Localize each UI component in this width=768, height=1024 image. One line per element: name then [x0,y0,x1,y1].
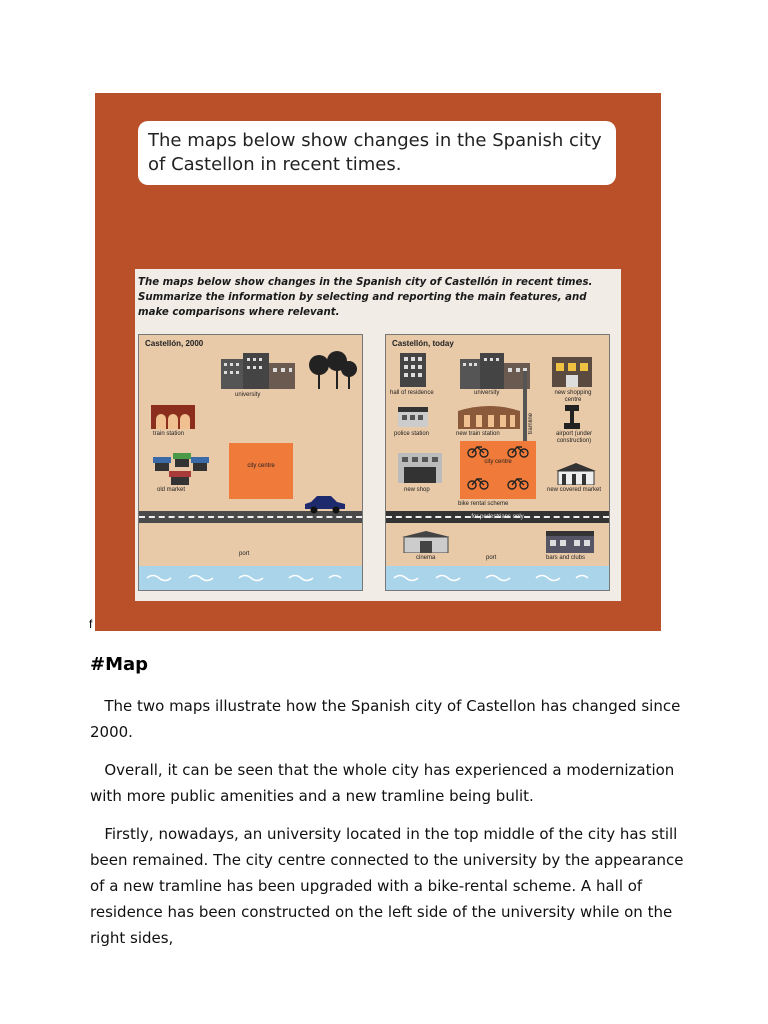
cinema-icon [402,531,450,553]
label-new-shop: new shop [404,487,430,493]
label-pedestrians: for pedestrians only [471,514,524,520]
bike-icons [460,441,536,499]
paragraph-1: The two maps illustrate how the Spanish city of Castellon has changed since 2000. [90,697,686,741]
airport-icon [562,405,582,429]
hall-of-residence-icon [400,353,426,387]
paragraph-2: Overall, it can be seen that the whole city has experienced a modernization with more public amenities and a new tramline being bulit. [90,761,680,805]
label-cinema: cinema [416,555,436,561]
old-market-icon [151,453,211,487]
figure-image [95,93,661,631]
map-2000 [138,334,363,591]
new-shop-icon [398,453,442,483]
map-2000-title: Castellón, 2000 [145,339,204,348]
marker-letter: f [89,617,93,631]
caption-text: The maps below show changes in the Spanish city of Castellon in recent times. [148,130,602,175]
police-station-icon [398,407,428,427]
shopping-centre-icon [552,357,592,387]
water-2000 [139,566,362,590]
bars-clubs-icon [546,531,594,553]
label-new-shopping-centre: new shopping centre [554,390,592,403]
caption-box [138,121,616,185]
new-train-station-icon [458,403,520,429]
label-new-covered-market: new covered market [546,487,602,493]
label-university-today: university [474,390,500,396]
label-port-today: port [486,555,497,561]
maps-panel [135,269,621,601]
label-university: university [235,392,261,398]
map-today [385,334,610,591]
water-today [386,566,609,590]
task-text: The maps below show changes in the Spanish city of Castellón in recent times. Summarize the information by selecting and reporting the main features, and make comparisons where relevant. [138,277,593,318]
label-city-centre: city centre [247,463,275,469]
label-tramline: tramline [528,413,534,435]
label-airport: airport (under construction) [555,431,593,444]
map-today-title: Castellón, today [392,339,454,348]
paragraph-3: Firstly, nowadays, an university located in the top middle of the city has still been remained. The city centre connected to the university by the appearance of a new tramline has been upgraded with a bike-rental scheme. A hall of residence has been constructed on the left side of the university while on the right sides, [90,825,689,947]
label-old-market: old market [157,487,186,493]
covered-market-icon [556,463,596,485]
university-icon [221,353,297,393]
label-new-train-station: new train station [456,431,500,437]
university-today-icon [460,353,530,389]
trees-icon [307,351,357,395]
label-port-2000: port [239,551,250,557]
section-heading: #Map [90,654,149,675]
label-train-station: train station [153,431,185,437]
label-police-station: police station [394,431,430,437]
city-centre-area [229,443,293,499]
train-station-icon [151,401,195,429]
label-bike-rental: bike rental scheme [458,501,509,507]
label-hall-of-residence: hall of residence [390,390,434,396]
label-bars-clubs: bars and clubs [546,555,586,561]
car-icon [303,495,347,515]
pedestrian-road [386,511,609,523]
label-city-centre-today: city centre [484,459,512,465]
